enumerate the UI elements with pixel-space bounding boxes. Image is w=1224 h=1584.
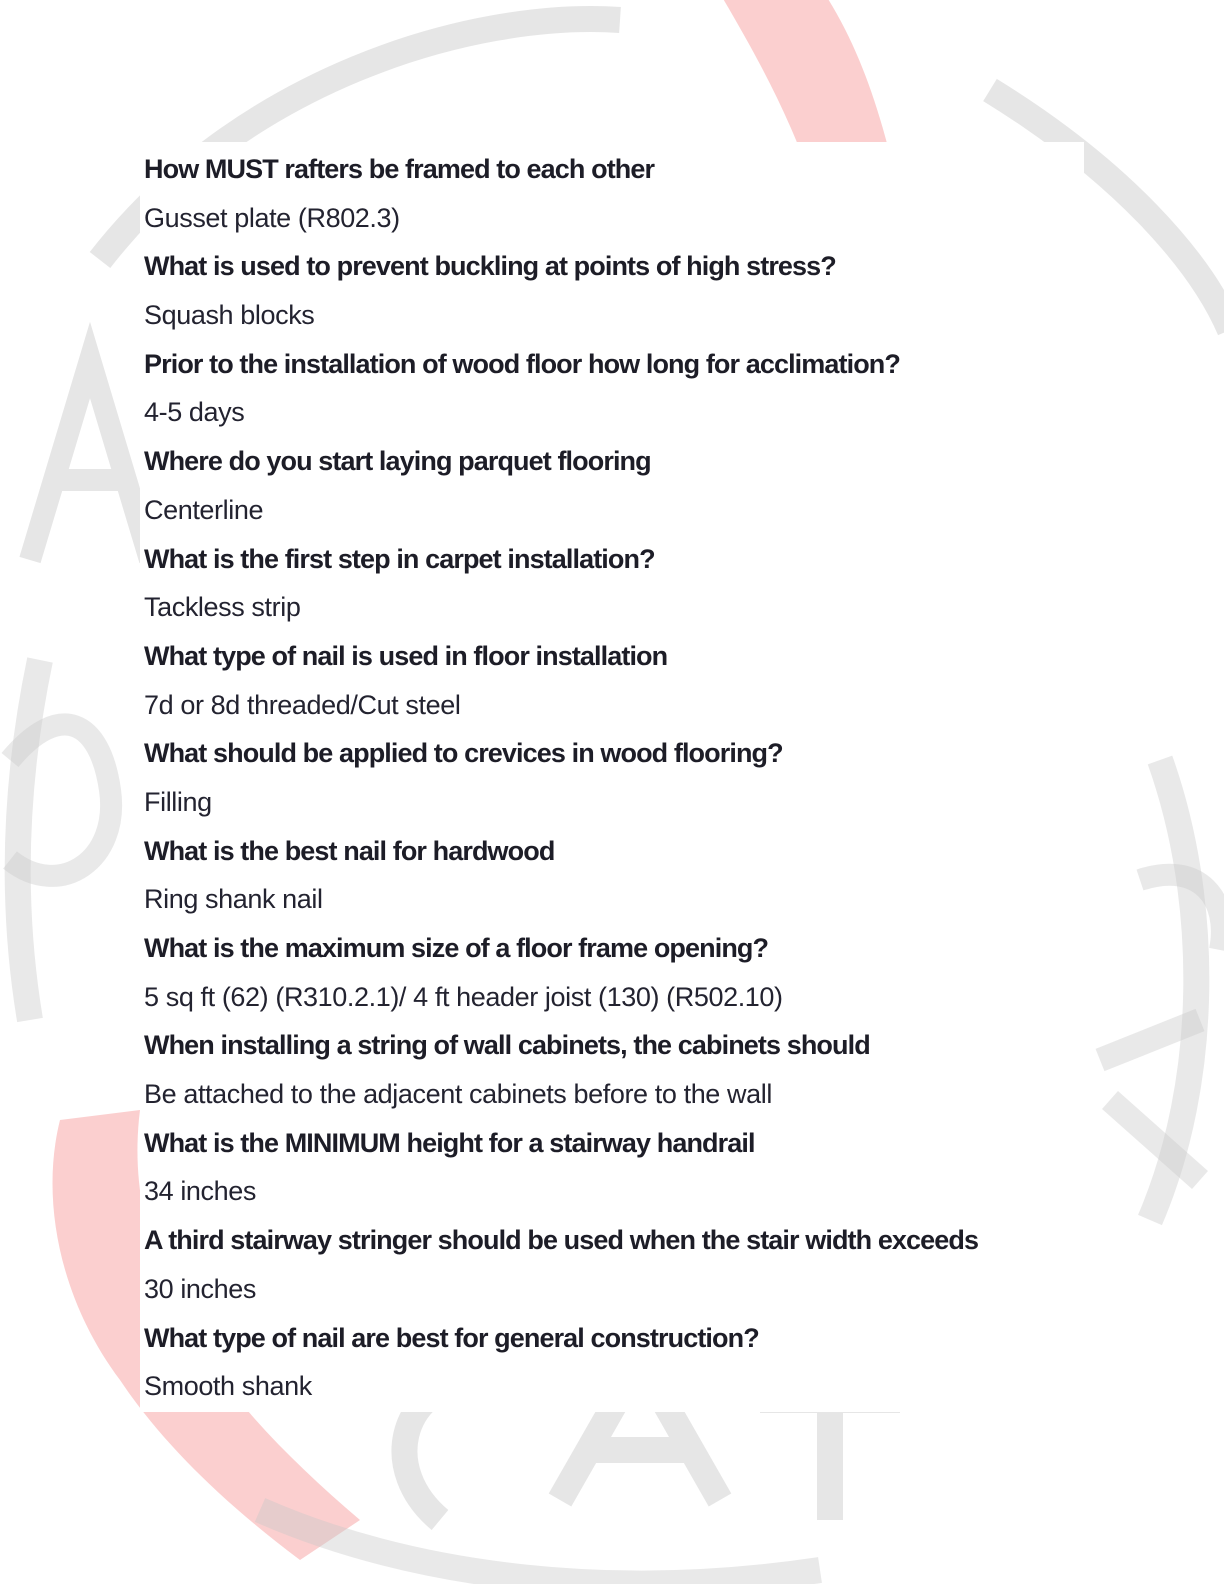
question-text: What type of nail is used in floor installation (144, 640, 668, 671)
question-text: What is the first step in carpet installation? (144, 543, 655, 574)
question-text: When installing a string of wall cabinets, the cabinets should (144, 1030, 870, 1061)
answer-text: 34 inches (144, 1176, 256, 1207)
answer-text: 7d or 8d threaded/Cut steel (144, 689, 461, 720)
question-text: Where do you start laying parquet flooring (144, 446, 651, 477)
question-text: What is used to prevent buckling at points of high stress? (144, 251, 836, 282)
question-text: What is the best nail for hardwood (144, 835, 555, 866)
answer-text: 5 sq ft (62) (R310.2.1)/ 4 ft header joist (130) (R502.10) (144, 981, 783, 1012)
question-text: What type of nail are best for general construction? (144, 1322, 759, 1353)
question-text: How MUST rafters be framed to each other (144, 154, 655, 184)
answer-text: Squash blocks (144, 300, 315, 331)
question-text: What should be applied to crevices in wood flooring? (144, 738, 783, 769)
question-text: Prior to the installation of wood floor how long for acclimation? (144, 348, 900, 379)
question-text: What is the MINIMUM height for a stairway handrail (144, 1127, 755, 1158)
qa-panel (140, 142, 1084, 1412)
answer-text: 30 inches (144, 1273, 256, 1304)
question-text: A third stairway stringer should be used when the stair width exceeds (144, 1225, 979, 1256)
question-text: What is the maximum size of a floor frame opening? (144, 933, 769, 963)
answer-text: Filling (144, 786, 212, 817)
answer-text: 4-5 days (144, 397, 245, 428)
answer-text: Centerline (144, 494, 264, 525)
answer-text: Be attached to the adjacent cabinets before to the wall (144, 1079, 772, 1110)
answer-text: Tackless strip (144, 592, 301, 623)
qa-list (144, 145, 978, 1411)
answer-text: Smooth shank (144, 1371, 312, 1402)
answer-text: Ring shank nail (144, 884, 323, 915)
answer-text: Gusset plate (R802.3) (144, 202, 400, 233)
